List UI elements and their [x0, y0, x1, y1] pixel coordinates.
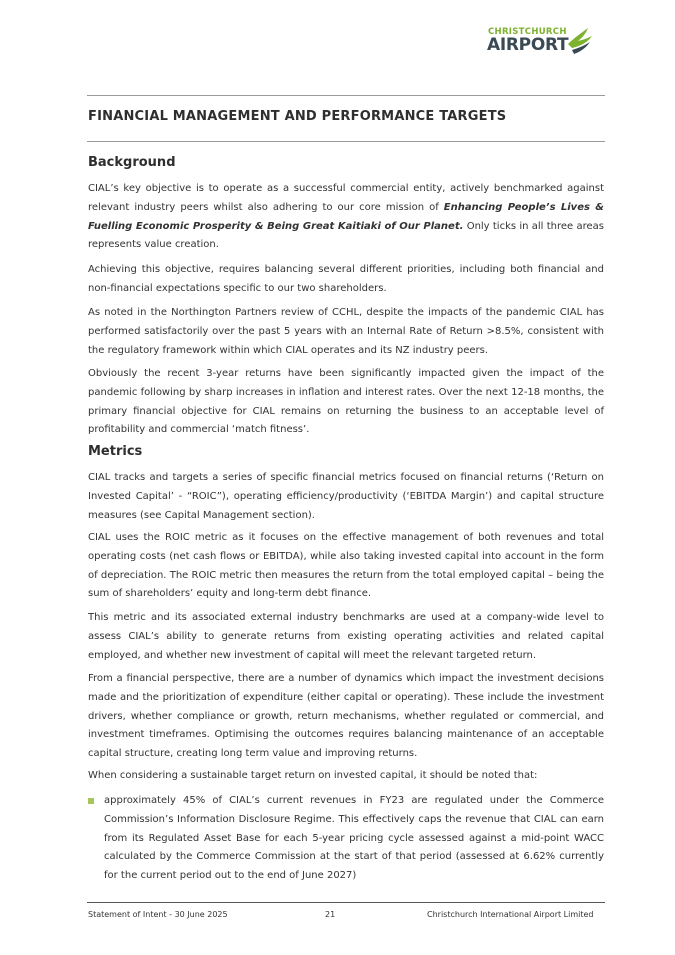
- metrics-paragraph-1: CIAL tracks and targets a series of specific financial metrics focused on financial returns (‘Return on Invested Capital’ - “ROIC”), operating efficiency/productivity (‘EBITDA Margin’) and capital structure measures (see Capital Management section).: [88, 472, 604, 521]
- christchurch-airport-logo: [484, 24, 599, 64]
- background-p1-text-end: Only ticks in all three areas represents value creation.: [88, 220, 604, 251]
- background-p1-text: CIAL’s key objective is to operate as a successful commercial entity, actively benchmarked against relevant industry peers whilst also adhering to our core mission of: [88, 183, 604, 213]
- section-title: FINANCIAL MANAGEMENT AND PERFORMANCE TARGETS: [88, 109, 507, 124]
- header-rule: [87, 95, 605, 96]
- bullet-marker: [88, 798, 94, 804]
- metrics-paragraph-2: CIAL uses the ROIC metric as it focuses on the effective management of both revenues and total operating costs (net cash flows or EBITDA), while also taking invested capital into account in the form of depreciation. The ROIC metric then measures the return from the total employed capital – being the sum of shareholders’ equity and long-term debt finance.: [88, 532, 604, 600]
- bird-icon: [566, 24, 596, 58]
- title-rule: [87, 141, 605, 142]
- metrics-heading: Metrics: [88, 444, 143, 459]
- metrics-paragraph-4: From a financial perspective, there are a number of dynamics which impact the investment decisions made and the prioritization of expenditure (either capital or operating). These include the investment drivers, whether compliance or growth, return mechanisms, whether regulated or commercial, and investment timeframes. Optimising the outcomes requires balancing maintenance of an acceptable capital structure, creating long term value and improving returns.: [88, 673, 604, 760]
- footer-company-name: Christchurch International Airport Limited: [427, 910, 594, 919]
- list-item: approximately 45% of CIAL’s current revenues in FY23 are regulated under the Commerce Commission’s Information Disclosure Regime. This effectively caps the revenue that CIAL can earn from its Regulated Asset Base for each 5-year pricing cycle assessed against a mid-point WACC calculated by the Commerce Commission at the start of that period (assessed at 6.62% currently for the current period out to the end of June 2027): [104, 795, 604, 882]
- logo-top-text: CHRISTCHURCH: [488, 27, 567, 37]
- metrics-paragraph-3: This metric and its associated external industry benchmarks are used at a company-wide level to assess CIAL’s ability to generate returns from existing operating activities and related capital employed, and whether new investment of capital will meet the relevant targeted return.: [88, 612, 604, 661]
- background-paragraph-2: Achieving this objective, requires balancing several different priorities, including both financial and non-financial expectations specific to our two shareholders.: [88, 264, 604, 294]
- background-paragraph-4: Obviously the recent 3-year returns have been significantly impacted given the impact of the pandemic following by sharp increases in inflation and interest rates. Over the next 12-18 months, the primary financial objective for CIAL remains on returning the business to an acceptable level of profitability and commercial ‘match fitness’.: [88, 368, 604, 436]
- background-heading: Background: [88, 155, 176, 170]
- background-paragraph-1: [88, 180, 604, 255]
- footer-document-title: Statement of Intent - 30 June 2025: [88, 910, 228, 919]
- background-paragraph-3: As noted in the Northington Partners review of CCHL, despite the impacts of the pandemic CIAL has performed satisfactorily over the past 5 years with an Internal Rate of Return >8.5%, consistent with the regulatory framework within which CIAL operates and its NZ industry peers.: [88, 307, 604, 356]
- mission-statement: Enhancing People’s Lives & Fuelling Economic Prosperity & Being Great Kaitiaki of Our Planet.: [88, 201, 604, 232]
- metrics-paragraph-5: When considering a sustainable target return on invested capital, it should be noted that:: [88, 770, 538, 781]
- logo-main-text: AIRPORT: [487, 35, 569, 55]
- footer-rule: [87, 902, 605, 903]
- page-number: 21: [325, 910, 336, 919]
